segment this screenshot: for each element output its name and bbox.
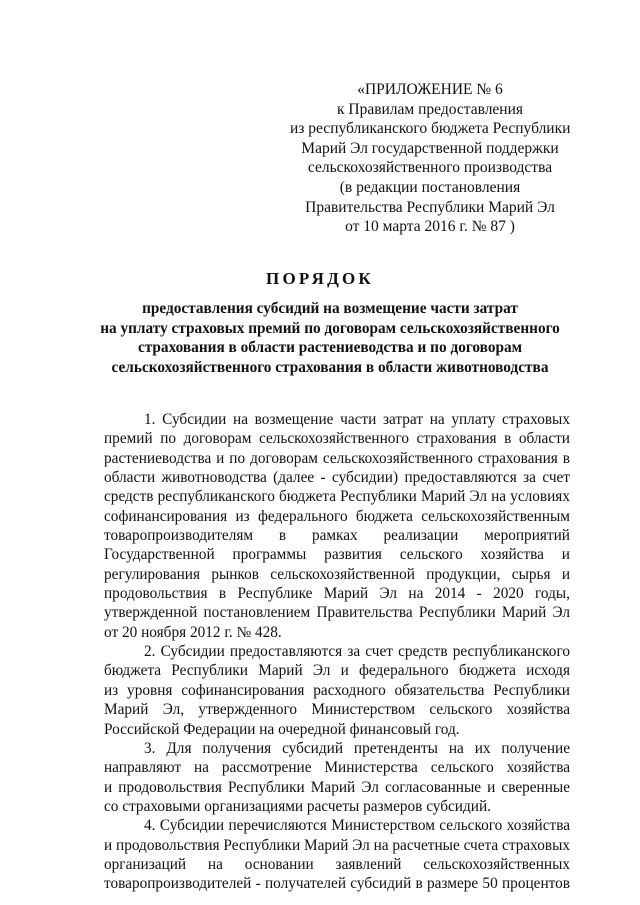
paragraph-line: из уровня софинансирования расходного обязательства Республики [104,681,570,699]
document-subtitle [80,299,580,377]
paragraph-line: бюджета Республики Марий Эл и федерального бюджета исходя [104,662,570,680]
paragraph-line: 2. Субсидии предоставляются за счет средств республиканского [144,643,570,661]
paragraph-line: премий по договорам сельскохозяйственного страхования в области [104,430,570,448]
paragraph-line: 1. Субсидии на возмещение части затрат на уплату страховых [144,411,570,428]
paragraph-line: регулирования рынков сельскохозяйственной продукции, сырья и [104,565,570,583]
document-body [104,410,570,894]
subtitle-line: сельскохозяйственного страхования в области животноводства [111,358,549,376]
paragraph-line: товаропроизводителей - получателей субсидий в размере 50 процентов [104,875,570,893]
paragraph-4 [104,816,570,893]
paragraph-3 [104,739,570,816]
paragraph-line: Государственной программы развития сельского хозяйства и [104,546,570,564]
paragraph-line: продовольствия в Республике Марий Эл на 2014 - 2020 годы, [104,585,570,603]
paragraph-line: направляют на рассмотрение Министерства сельского хозяйства [104,759,570,777]
subtitle-line: на уплату страховых премий по договорам сельскохозяйственного [100,319,560,337]
paragraph-line: 4. Субсидии перечисляются Министерством сельского хозяйства [144,817,570,835]
paragraph-line: 3. Для получения субсидий претенденты на их получение [144,739,570,757]
paragraph-line: и продовольствия Республики Марий Эл на расчетные счета страховых [104,836,570,854]
paragraph-line: софинансирования из федерального бюджета сельскохозяйственным [104,507,570,525]
paragraph-1 [104,410,570,642]
paragraph-line: товаропроизводителям в рамках реализации мероприятий [104,527,570,545]
document-title: ПОРЯДОК [266,269,374,288]
paragraph-line: со страховыми организациями расчеты размеров субсидий. [104,797,491,815]
paragraph-line: области животноводства (далее - субсидии) предоставляются за счет [104,469,570,487]
appendix-line: от 10 марта 2016 г. № 87 ) [345,218,515,236]
paragraph-line: и продовольствия Республики Марий Эл согласованные и сверенные [104,778,570,796]
appendix-line: из республиканского бюджета Республики [290,120,571,138]
appendix-line: Марий Эл государственной поддержки [301,139,559,157]
paragraph-line: от 20 ноября 2012 г. № 428. [104,623,282,641]
subtitle-line: страхования в области растениеводства и по договорам [137,339,523,357]
paragraph-line: утвержденной постановлением Правительства Республики Марий Эл [104,604,570,622]
appendix-line: «ПРИЛОЖЕНИЕ № 6 [357,81,503,98]
paragraph-line: растениеводства и по договорам сельскохозяйственного страхования в [104,449,570,467]
paragraph-2 [104,642,570,739]
paragraph-line: средств республиканского бюджета Республики Марий Эл на условиях [104,488,570,506]
appendix-line: (в редакции постановления [339,178,521,196]
appendix-header [290,80,570,237]
subtitle-line: предоставления субсидий на возмещение части затрат [142,300,518,317]
paragraph-line: Марий Эл, утвержденного Министерством сельского хозяйства [104,701,570,719]
appendix-line: Правительства Республики Марий Эл [305,198,555,216]
appendix-line: к Правилам предоставления [336,100,524,118]
appendix-line: сельскохозяйственного производства [307,159,553,177]
paragraph-line: организаций на основании заявлений сельскохозяйственных [104,855,570,873]
paragraph-line: Российской Федерации на очередной финансовый год. [104,720,460,738]
